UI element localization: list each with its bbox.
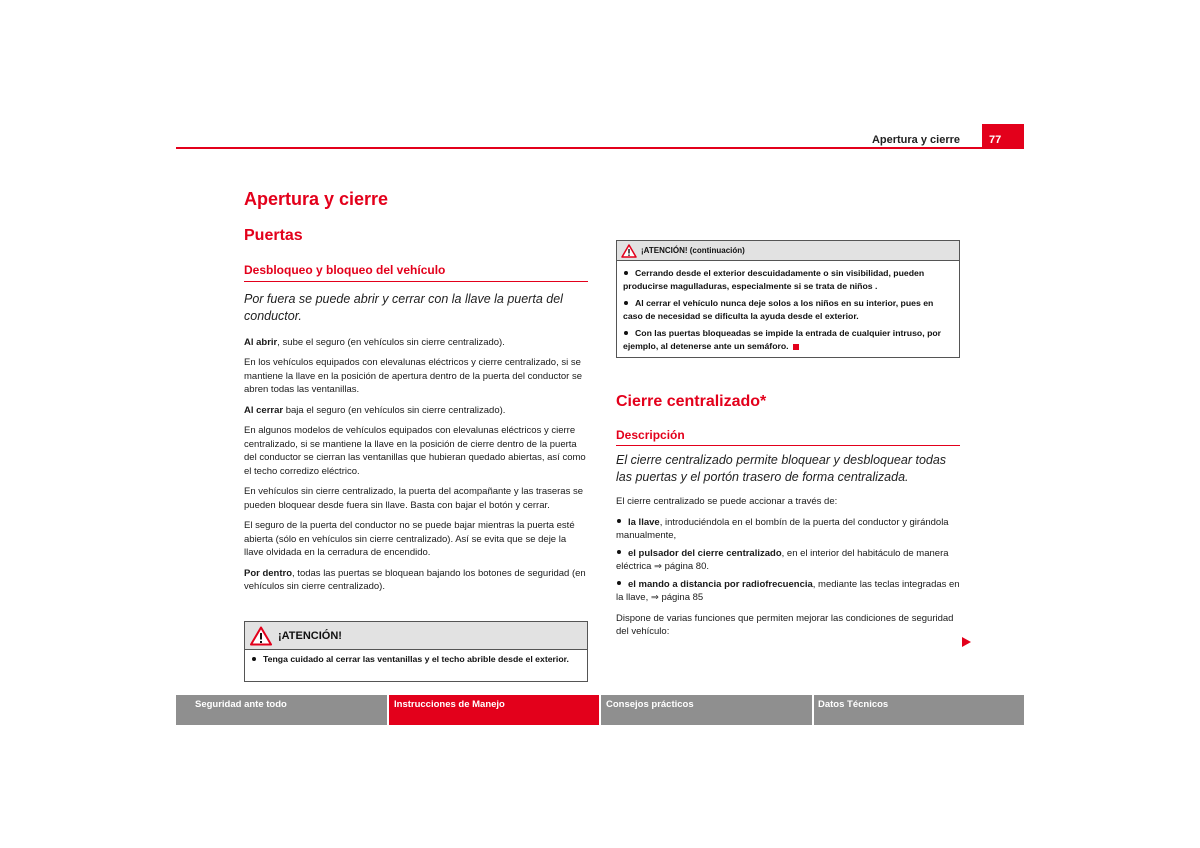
list-item-text: , mediante las teclas integradas en la llave, ⇒ página 85: [616, 578, 960, 603]
list-item: [616, 578, 960, 605]
warning-header-continued: [617, 241, 959, 261]
paragraph-al-cerrar: [244, 404, 588, 418]
paragraph-seguro-conductor: El seguro de la puerta del conductor no se puede bajar mientras la puerta esté abierta (sólo en vehículos sin cierre centralizado). Así se evita que se deje la llave olvidada en la cerradura de encendido.: [244, 520, 575, 558]
warning-item: [623, 297, 953, 323]
warning-item-text: Cerrando desde el exterior descuidadamente o sin visibilidad, pueden producirse magulladuras, especialmente si se trata de niños .: [623, 268, 925, 291]
list-item-text: , introduciéndola en el bombín de la puerta del conductor y girándola manualmente,: [616, 516, 949, 541]
bold-al-abrir: Al abrir: [244, 336, 278, 348]
warning-item-text: Al cerrar el vehículo nunca deje solos a los niños en su interior, pues en caso de necesidad se dificulta la ayuda desde el exterior.: [623, 298, 934, 321]
paragraph-accionar: El cierre centralizado se puede accionar a través de:: [616, 496, 838, 507]
running-header-title: Apertura y cierre: [871, 134, 960, 146]
paragraph-elevalunas-apertura: En los vehículos equipados con elevalunas eléctricos y cierre centralizado, si se mantiene la llave en la posición de apertura dentro de la puerta del conductor se abren todas las ventanillas.: [244, 357, 582, 395]
warning-body: [245, 650, 587, 673]
bullet-icon: [624, 301, 628, 305]
warning-title-continued: ¡ATENCIÓN! (continuación): [641, 246, 745, 255]
tab-instrucciones[interactable]: Instrucciones de Manejo: [389, 695, 601, 725]
paragraph-por-dentro: [244, 567, 588, 594]
tab-seguridad[interactable]: Seguridad ante todo: [176, 695, 389, 725]
intro-text: Por fuera se puede abrir y cerrar con la llave la puerta del conductor.: [244, 291, 563, 323]
bullet-icon: [617, 519, 621, 523]
paragraph-elevalunas-cierre: En algunos modelos de vehículos equipados con elevalunas eléctricos y cierre centralizado, si se mantiene la llave en la posición de cierre dentro de la puerta del conductor se cierran las ventanillas que hubieran quedado abiertas, así como el techo corredizo eléctrico.: [244, 425, 586, 477]
bullet-icon: [617, 550, 621, 554]
text-al-abrir: , sube el seguro (en vehículos sin cierre centralizado).: [277, 336, 505, 348]
list-item-bold: el mando a distancia por radiofrecuencia: [628, 578, 813, 590]
warning-box-right: [616, 240, 960, 358]
warning-item: [251, 653, 581, 666]
section-title-puertas: Puertas: [244, 226, 303, 244]
footer-nav: [176, 695, 1024, 725]
subsection-title-desbloqueo: Desbloqueo y bloqueo del vehículo: [244, 264, 588, 282]
text-al-cerrar: baja el seguro (en vehículos sin cierre centralizado).: [283, 404, 506, 416]
list-item: [616, 516, 960, 543]
left-column: [244, 189, 588, 601]
subsection-title-descripcion: Descripción: [616, 429, 960, 447]
list-item-text: , en el interior del habitáculo de manera eléctrica ⇒ página 80.: [616, 547, 949, 572]
bullet-icon: [624, 271, 628, 275]
header-rule: [176, 147, 1024, 149]
warning-box-left: [244, 621, 588, 682]
intro-text: El cierre centralizado permite bloquear y desbloquear todas las puertas y el portón trasero de forma centralizada.: [616, 453, 947, 484]
list-item-bold: el pulsador del cierre centralizado: [628, 547, 782, 559]
tab-datos-tecnicos[interactable]: Datos Técnicos: [814, 695, 1024, 725]
warning-item-text: Tenga cuidado al cerrar las ventanillas y el techo abrible desde el exterior.: [263, 654, 569, 664]
warning-body-continued: [617, 261, 959, 360]
text-por-dentro: , todas las puertas se bloquean bajando los botones de seguridad (en vehículos sin cierre centralizado).: [244, 567, 586, 592]
right-column: [616, 395, 960, 646]
warning-triangle-icon: [621, 244, 637, 258]
end-of-section-icon: [793, 344, 799, 350]
warning-item-text: Con las puertas bloqueadas se impide la entrada de cualquier intruso, por ejemplo, al detenerse ante un semáforo.: [623, 328, 942, 351]
continue-arrow-icon: [962, 637, 971, 647]
warning-item: [623, 267, 953, 293]
bold-al-cerrar: Al cerrar: [244, 404, 284, 416]
tab-consejos[interactable]: Consejos prácticos: [601, 695, 814, 725]
paragraph-al-abrir: [244, 336, 588, 350]
page-number: 77: [982, 124, 1024, 149]
bullet-icon: [624, 331, 628, 335]
bold-por-dentro: Por dentro: [244, 567, 293, 579]
section-title-cierre-centralizado: Cierre centralizado*: [616, 393, 767, 410]
warning-title: ¡ATENCIÓN!: [278, 629, 342, 642]
list-item: [616, 547, 960, 574]
bullet-icon: [617, 581, 621, 585]
paragraph-funciones: Dispone de varias funciones que permiten mejorar las condiciones de seguridad del vehículo:: [616, 612, 954, 637]
warning-triangle-icon: [250, 626, 272, 646]
list-item-bold: la llave: [628, 516, 660, 528]
paragraph-sin-cierre: En vehículos sin cierre centralizado, la puerta del acompañante y las traseras se pueden bloquear desde fuera sin llave. Basta con bajar el botón y cerrar.: [244, 486, 584, 511]
warning-item: [623, 327, 953, 353]
chapter-title: Apertura y cierre: [244, 189, 389, 209]
warning-header: [245, 622, 587, 650]
bullet-icon: [252, 657, 256, 661]
